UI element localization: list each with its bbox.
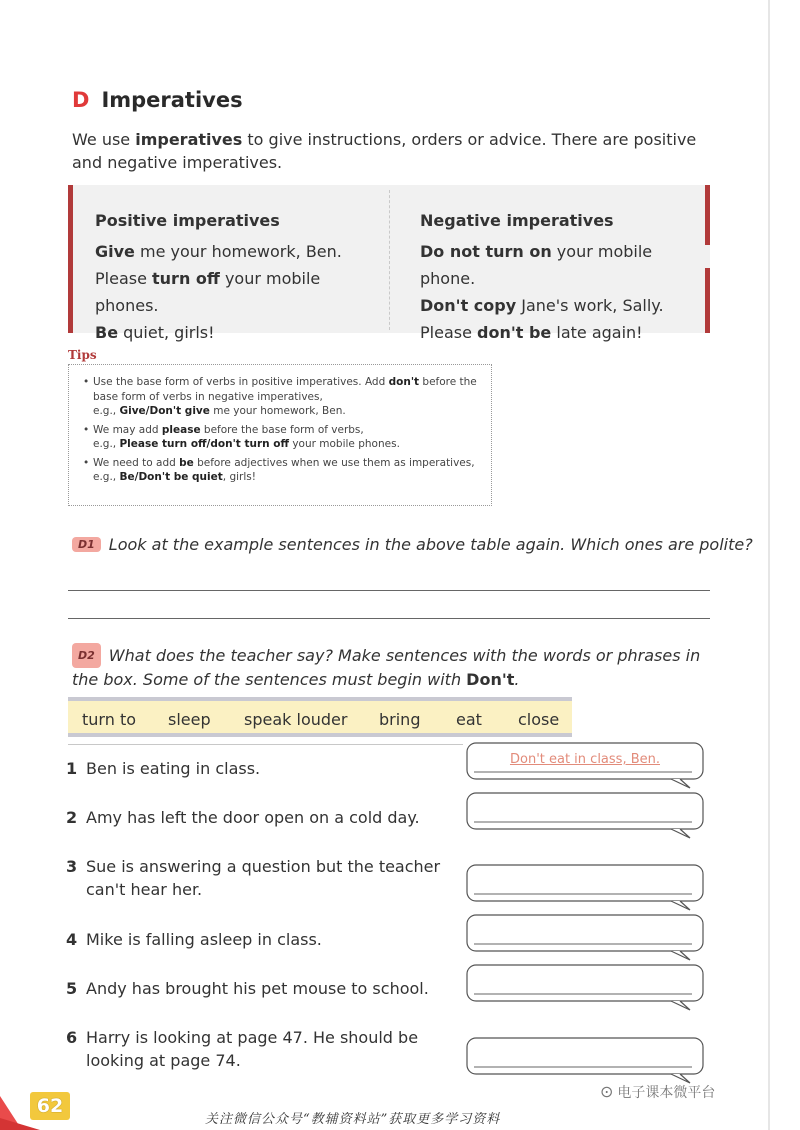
tip-bold: be: [179, 456, 194, 469]
tip-bold: Be/Don't be quiet: [119, 471, 223, 483]
d2-badge: D2: [72, 643, 101, 668]
exercise-number: 1: [66, 759, 78, 778]
word-item: turn to: [82, 710, 136, 729]
speech-bubble-icon: [466, 914, 704, 962]
tip-text: before the base form of verbs,: [200, 423, 364, 436]
tip-bold: Give/Don't give: [119, 405, 210, 417]
row-pre: Please: [420, 323, 478, 342]
positive-column: [95, 207, 385, 346]
table-divider: [389, 190, 390, 330]
row-post: Jane's work, Sally.: [516, 296, 664, 315]
exercise-rule: [68, 744, 463, 745]
page-number: 62: [30, 1092, 70, 1120]
tip-text: e.g.,: [93, 438, 120, 450]
tip-text: e.g.,: [93, 471, 120, 483]
tip-text: Use the base form of verbs in positive imperatives. Add: [93, 376, 389, 388]
table-bar-right-bottom: [705, 268, 710, 333]
speech-bubble-icon: [466, 864, 704, 912]
negative-row-3: [420, 319, 705, 346]
tip-text: We may add: [93, 423, 162, 436]
negative-column: [420, 207, 705, 346]
exercise-text: Andy has brought his pet mouse to school.: [86, 979, 429, 998]
row-post: quiet, girls!: [118, 323, 215, 342]
positive-row-1: [95, 238, 385, 265]
row-bold: don't be: [477, 323, 552, 342]
row-post: your mobile phone.: [420, 242, 653, 288]
bullet-icon: •: [83, 456, 90, 469]
d2-bold: Don't: [466, 670, 515, 689]
answer-bubble-1[interactable]: [466, 742, 704, 780]
tip-text: , girls!: [222, 471, 256, 483]
tip-text: before the: [419, 376, 477, 388]
word-item: eat: [456, 710, 482, 729]
d2-text: What does the teacher say? Make sentences with the words or phrases in the box. Some of the sentences must begin with: [72, 646, 701, 689]
intro-bold: imperatives: [135, 130, 243, 149]
exercise-item-3: [66, 855, 446, 901]
answer-line-2[interactable]: [68, 618, 710, 619]
tips-box: [68, 364, 492, 506]
intro-text-2: to give instructions, orders or advice. There are positive and negative imperatives.: [72, 130, 697, 172]
tip-item-2: [83, 423, 479, 452]
exercise-text: Sue is answering a question but the teacher: [86, 857, 441, 876]
d2-end: .: [514, 670, 520, 689]
exercise-number: 6: [66, 1028, 78, 1047]
exercise-text: Harry is looking at page 47. He should be: [86, 1028, 419, 1047]
exercise-text: Ben is eating in class.: [86, 759, 261, 778]
positive-row-3: [95, 319, 385, 346]
tip-text: We need to add: [93, 456, 180, 469]
watermark-text: 电子课本微平台: [617, 1085, 716, 1101]
word-item: close: [518, 710, 560, 729]
bullet-icon: •: [83, 423, 90, 436]
tip-item-1: [83, 375, 479, 419]
answer-bubble-3[interactable]: [466, 864, 704, 902]
table-bar-right-top: [705, 185, 710, 245]
exercise-text-line2: looking at page 74.: [86, 1051, 241, 1070]
exercise-item-4: [66, 928, 446, 951]
speech-bubble-icon: [466, 1037, 704, 1085]
positive-row-2: [95, 265, 385, 319]
tip-text: before adjectives when we use them as imperatives,: [193, 456, 475, 469]
section-title: [72, 88, 243, 112]
section-letter: D: [72, 88, 90, 112]
answer-bubble-6[interactable]: [466, 1037, 704, 1075]
exercise-text-line2: can't hear her.: [86, 880, 203, 899]
exercise-number: 3: [66, 857, 78, 876]
exercise-text: Amy has left the door open on a cold day.: [86, 808, 420, 827]
tip-bold: please: [161, 423, 201, 436]
sample-answer: Don't eat in class, Ben.: [509, 752, 660, 767]
tips-label: Tips: [68, 348, 97, 362]
speech-bubble-icon: [466, 792, 704, 840]
row-post: your mobile phones.: [95, 269, 321, 315]
answer-bubble-4[interactable]: [466, 914, 704, 952]
row-post: late again!: [551, 323, 643, 342]
exercise-item-2: [66, 806, 446, 829]
tip-text: me your homework, Ben.: [209, 405, 346, 417]
watermark: [600, 1082, 715, 1102]
row-pre: Please: [95, 269, 153, 288]
row-bold: Give: [95, 242, 135, 261]
exercise-number: 4: [66, 930, 78, 949]
tip-bold: Please turn off/don't turn off: [119, 438, 289, 450]
row-bold: Don't copy: [420, 296, 517, 315]
section-title-text: Imperatives: [101, 88, 243, 112]
row-bold: Be: [95, 323, 119, 342]
exercise-item-6: [66, 1026, 446, 1072]
negative-row-2: [420, 292, 705, 319]
exercise-item-5: [66, 977, 446, 1000]
answer-line-1[interactable]: [68, 590, 710, 591]
word-item: speak louder: [244, 710, 348, 729]
tip-text: e.g.,: [93, 405, 120, 417]
positive-heading: Positive imperatives: [95, 211, 280, 230]
word-box: [68, 697, 572, 737]
tip-item-3: [83, 456, 479, 485]
negative-heading: Negative imperatives: [420, 211, 614, 230]
exercise-item-1: [66, 757, 446, 780]
d1-text: Look at the example sentences in the above table again. Which ones are polite?: [108, 535, 753, 554]
row-bold: turn off: [152, 269, 220, 288]
exercise-number: 2: [66, 808, 78, 827]
page-edge: [768, 0, 770, 1130]
exercise-number: 5: [66, 979, 78, 998]
word-item: bring: [379, 710, 421, 729]
d1-badge: D1: [72, 537, 101, 552]
word-item: sleep: [168, 710, 211, 729]
table-bar-left: [68, 185, 73, 333]
d1-instruction: [72, 535, 753, 554]
exercise-text: Mike is falling asleep in class.: [86, 930, 322, 949]
intro-paragraph: [72, 128, 712, 174]
answer-bubble-5[interactable]: [466, 964, 704, 1002]
bullet-icon: •: [83, 376, 90, 388]
wechat-icon: ⊙: [600, 1082, 614, 1101]
footer-note: 关注微信公众号“教辅资料站”获取更多学习资料: [205, 1112, 501, 1127]
row-post: me your homework, Ben.: [134, 242, 342, 261]
tip-text: your mobile phones.: [289, 438, 400, 450]
speech-bubble-icon: [466, 964, 704, 1012]
intro-text-1: We use: [72, 130, 136, 149]
tip-bold: don't: [388, 376, 420, 388]
answer-bubble-2[interactable]: [466, 792, 704, 830]
tip-text: base form of verbs in negative imperatives,: [93, 390, 323, 403]
d2-instruction: [72, 643, 722, 691]
negative-row-1: [420, 238, 705, 292]
row-bold: Do not turn on: [420, 242, 552, 261]
